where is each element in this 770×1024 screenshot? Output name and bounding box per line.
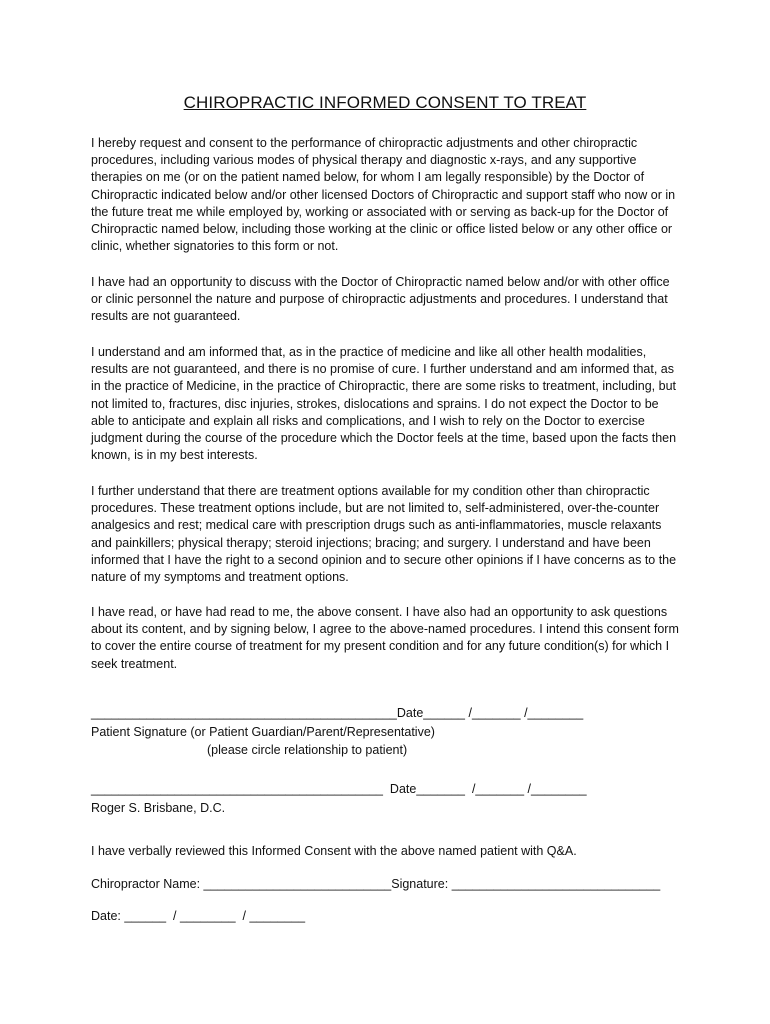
chiropractor-name-signature-line[interactable]: Chiropractor Name: ___________________________Signature: ______________________________ bbox=[91, 877, 661, 891]
consent-paragraph-4: I further understand that there are treatment options available for my condition other than chiropractic procedures. These treatment options include, but are not limited to, self-administered, over-the-counter analgesics and rest; medical care with prescription drugs such as anti-inflammatories, muscle relaxants and painkillers; physical therapy; steroid injections; bracing; and surgery. I understand and have been informed that I have the right to a second opinion and to secure other opinions if I have concerns as to the nature of my symptoms and treatment options. bbox=[91, 484, 677, 585]
doctor-signature-line[interactable]: __________________________________________ Date_______ /_______ /________ bbox=[91, 782, 587, 796]
relationship-note: (please circle relationship to patient) bbox=[207, 743, 408, 757]
consent-paragraph-3: I understand and am informed that, as in the practice of medicine and like all other health modalities, results are not guaranteed, and there is no promise of cure. I further understand and am informed that, as in the practice of Medicine, in the practice of Chiropractic, there are some risks to treatment, including, but not limited to, fractures, disc injuries, strokes, dislocations and sprains. I do not expect the Doctor to be able to anticipate and explain all risks and complications, and I wish to rely on the Doctor to exercise judgment during the course of the procedure which the Doctor feels at the time, based upon the facts then known, is in my best interests. bbox=[91, 345, 677, 463]
date-line[interactable]: Date: ______ / ________ / ________ bbox=[91, 909, 306, 923]
patient-signature-label: Patient Signature (or Patient Guardian/Parent/Representative) bbox=[91, 725, 435, 739]
patient-signature-line[interactable]: ____________________________________________Date______ /_______ /________ bbox=[91, 706, 584, 720]
consent-paragraph-5: I have read, or have had read to me, the above consent. I have also had an opportunity to ask questions about its content, and by signing below, I agree to the above-named procedures. I intend this consent form to cover the entire course of treatment for my present condition and for any future condition(s) for which I seek treatment. bbox=[91, 605, 679, 671]
form-title: CHIROPRACTIC INFORMED CONSENT TO TREAT bbox=[183, 93, 587, 112]
consent-paragraph-1: I hereby request and consent to the performance of chiropractic adjustments and other chiropractic procedures, including various modes of physical therapy and diagnostic x-rays, and any supportive therapies on me (or on the patient named below, for whom I am legally responsible) by the Doctor of Chiropractic indicated below and/or other licensed Doctors of Chiropractic and support staff who now or in the future treat me while employed by, working or associated with or serving as back-up for the Doctor of Chiropractic named below, including those working at the clinic or office listed below or any other office or clinic, whether signatories to this form or not. bbox=[91, 136, 676, 254]
consent-paragraph-2: I have had an opportunity to discuss with the Doctor of Chiropractic named below and/or with other office or clinic personnel the nature and purpose of chiropractic adjustments and procedures. I understand that results are not guaranteed. bbox=[91, 275, 670, 324]
doctor-name: Roger S. Brisbane, D.C. bbox=[91, 801, 226, 815]
verbal-review-statement: I have verbally reviewed this Informed Consent with the above named patient with Q&A. bbox=[91, 844, 577, 858]
